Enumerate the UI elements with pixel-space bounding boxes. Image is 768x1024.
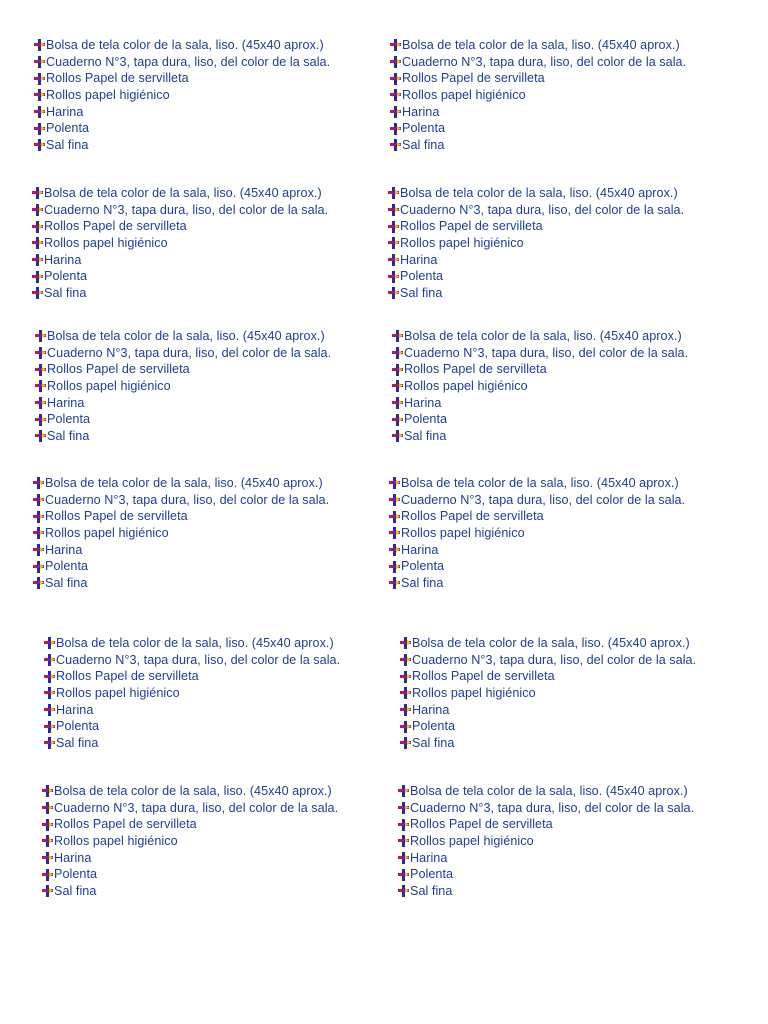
list-item: [388, 252, 684, 269]
list-item-text: Cuaderno N°3, tapa dura, liso, del color de la sala.: [410, 800, 695, 815]
list-item: [34, 37, 330, 54]
list-item: [34, 137, 330, 154]
list-item-text: Polenta: [45, 559, 89, 574]
list-item: [388, 185, 684, 202]
list-item-text: Sal fina: [46, 138, 89, 153]
list-item: [34, 54, 330, 71]
arrow-bullet-icon: [388, 187, 399, 199]
list-item-text: Sal fina: [44, 286, 87, 301]
arrow-bullet-icon: [389, 494, 400, 506]
list-item-text: Bolsa de tela color de la sala, liso. (45x40 aprox.): [404, 329, 682, 343]
list-item-text: Sal fina: [401, 576, 444, 591]
list-item: [42, 850, 338, 867]
list-item-text: Bolsa de tela color de la sala, liso. (45x40 aprox.): [401, 476, 679, 490]
list-item: [398, 816, 694, 833]
arrow-bullet-icon: [42, 852, 53, 864]
arrow-bullet-icon: [33, 511, 44, 523]
list-item-text: Bolsa de tela color de la sala, liso. (45x40 aprox.): [402, 38, 680, 52]
arrow-bullet-icon: [389, 477, 400, 489]
list-item: [32, 202, 328, 219]
arrow-bullet-icon: [400, 671, 411, 683]
list-item-text: Rollos papel higiénico: [46, 88, 170, 103]
arrow-bullet-icon: [42, 869, 53, 881]
list-item: [398, 866, 694, 883]
list-item: [400, 635, 696, 652]
list-item-text: Polenta: [46, 121, 90, 136]
list-item-text: Rollos papel higiénico: [412, 686, 536, 701]
arrow-bullet-icon: [44, 637, 55, 649]
arrow-bullet-icon: [388, 254, 399, 266]
list-item-text: Sal fina: [45, 576, 88, 591]
list-item-text: Rollos Papel de servilleta: [46, 71, 189, 86]
list-item-text: Polenta: [44, 269, 88, 284]
list-item: [400, 668, 696, 685]
list-item-text: Rollos Papel de servilleta: [402, 71, 545, 86]
arrow-bullet-icon: [389, 544, 400, 556]
list-item-text: Bolsa de tela color de la sala, liso. (45x40 aprox.): [400, 186, 678, 200]
shopping-list: [390, 37, 686, 154]
list-item: [32, 235, 328, 252]
list-item: [44, 635, 340, 652]
list-item: [42, 816, 338, 833]
arrow-bullet-icon: [42, 802, 53, 814]
arrow-bullet-icon: [42, 835, 53, 847]
arrow-bullet-icon: [35, 414, 46, 426]
list-item: [398, 883, 694, 900]
list-item-text: Bolsa de tela color de la sala, liso. (45x40 aprox.): [45, 476, 323, 490]
list-item-text: Cuaderno N°3, tapa dura, liso, del color de la sala.: [412, 652, 697, 667]
list-item-text: Rollos Papel de servilleta: [56, 669, 199, 684]
list-item: [388, 202, 684, 219]
list-item: [33, 575, 329, 592]
arrow-bullet-icon: [390, 56, 401, 68]
list-item-text: Rollos papel higiénico: [401, 526, 525, 541]
list-item: [390, 37, 686, 54]
list-item: [42, 783, 338, 800]
list-item: [398, 833, 694, 850]
list-item: [400, 685, 696, 702]
list-item: [388, 268, 684, 285]
list-item-text: Harina: [400, 252, 438, 267]
list-item: [44, 685, 340, 702]
list-item: [388, 285, 684, 302]
arrow-bullet-icon: [398, 852, 409, 864]
list-item: [42, 866, 338, 883]
shopping-list: [388, 185, 684, 302]
arrow-bullet-icon: [390, 123, 401, 135]
list-item-text: Polenta: [401, 559, 445, 574]
list-item-text: Polenta: [400, 269, 444, 284]
list-item-text: Rollos papel higiénico: [56, 686, 180, 701]
list-item: [32, 285, 328, 302]
shopping-list: [32, 185, 328, 302]
list-item-text: Polenta: [410, 867, 454, 882]
list-item: [32, 268, 328, 285]
arrow-bullet-icon: [390, 89, 401, 101]
list-item-text: Polenta: [402, 121, 446, 136]
arrow-bullet-icon: [388, 221, 399, 233]
list-item: [392, 345, 688, 362]
list-item-text: Cuaderno N°3, tapa dura, liso, del color de la sala.: [400, 202, 685, 217]
arrow-bullet-icon: [392, 430, 403, 442]
list-item-text: Rollos papel higiénico: [44, 236, 168, 251]
list-item: [44, 652, 340, 669]
list-item: [33, 475, 329, 492]
list-item-text: Sal fina: [410, 884, 453, 899]
list-item: [32, 252, 328, 269]
arrow-bullet-icon: [32, 237, 43, 249]
list-item: [42, 883, 338, 900]
list-item: [35, 361, 331, 378]
list-item: [398, 783, 694, 800]
arrow-bullet-icon: [392, 347, 403, 359]
arrow-bullet-icon: [390, 106, 401, 118]
list-item: [44, 735, 340, 752]
list-item-text: Harina: [401, 542, 439, 557]
arrow-bullet-icon: [34, 139, 45, 151]
arrow-bullet-icon: [400, 637, 411, 649]
list-item: [400, 718, 696, 735]
list-item: [390, 104, 686, 121]
shopping-list: [398, 783, 694, 900]
arrow-bullet-icon: [388, 237, 399, 249]
list-item-text: Rollos papel higiénico: [47, 379, 171, 394]
list-item-text: Cuaderno N°3, tapa dura, liso, del color de la sala.: [404, 345, 689, 360]
list-item-text: Rollos Papel de servilleta: [410, 817, 553, 832]
shopping-list: [400, 635, 696, 752]
shopping-list: [33, 475, 329, 592]
list-item: [32, 185, 328, 202]
list-item: [388, 218, 684, 235]
arrow-bullet-icon: [35, 397, 46, 409]
shopping-list: [35, 328, 331, 445]
list-item-text: Harina: [412, 702, 450, 717]
arrow-bullet-icon: [32, 254, 43, 266]
arrow-bullet-icon: [33, 544, 44, 556]
list-item-text: Sal fina: [400, 286, 443, 301]
list-item: [389, 475, 685, 492]
arrow-bullet-icon: [44, 671, 55, 683]
arrow-bullet-icon: [392, 330, 403, 342]
list-item-text: Rollos Papel de servilleta: [47, 362, 190, 377]
arrow-bullet-icon: [398, 885, 409, 897]
list-item: [392, 395, 688, 412]
list-item: [389, 492, 685, 509]
shopping-list: [42, 783, 338, 900]
list-item: [33, 542, 329, 559]
shopping-list: [392, 328, 688, 445]
list-item-text: Rollos Papel de servilleta: [54, 817, 197, 832]
list-item-text: Cuaderno N°3, tapa dura, liso, del color de la sala.: [54, 800, 339, 815]
arrow-bullet-icon: [398, 835, 409, 847]
list-item-text: Sal fina: [54, 884, 97, 899]
list-item-text: Rollos papel higiénico: [410, 834, 534, 849]
list-item: [390, 70, 686, 87]
arrow-bullet-icon: [389, 577, 400, 589]
arrow-bullet-icon: [400, 687, 411, 699]
list-item-text: Cuaderno N°3, tapa dura, liso, del color de la sala.: [46, 54, 331, 69]
list-item-text: Harina: [410, 850, 448, 865]
list-item-text: Polenta: [412, 719, 456, 734]
arrow-bullet-icon: [389, 561, 400, 573]
list-item: [390, 87, 686, 104]
arrow-bullet-icon: [44, 687, 55, 699]
list-item: [32, 218, 328, 235]
arrow-bullet-icon: [35, 347, 46, 359]
list-item-text: Cuaderno N°3, tapa dura, liso, del color de la sala.: [56, 652, 341, 667]
list-item: [33, 508, 329, 525]
arrow-bullet-icon: [35, 364, 46, 376]
list-item: [392, 378, 688, 395]
arrow-bullet-icon: [400, 737, 411, 749]
list-item: [390, 137, 686, 154]
arrow-bullet-icon: [400, 654, 411, 666]
list-item: [389, 575, 685, 592]
arrow-bullet-icon: [42, 785, 53, 797]
arrow-bullet-icon: [32, 287, 43, 299]
list-item: [33, 525, 329, 542]
list-item-text: Harina: [45, 542, 83, 557]
list-item-text: Rollos Papel de servilleta: [412, 669, 555, 684]
list-item-text: Rollos Papel de servilleta: [400, 219, 543, 234]
list-item: [392, 361, 688, 378]
arrow-bullet-icon: [33, 527, 44, 539]
arrow-bullet-icon: [398, 869, 409, 881]
list-item-text: Harina: [402, 104, 440, 119]
list-item: [389, 542, 685, 559]
arrow-bullet-icon: [400, 721, 411, 733]
arrow-bullet-icon: [392, 414, 403, 426]
arrow-bullet-icon: [34, 123, 45, 135]
arrow-bullet-icon: [33, 477, 44, 489]
arrow-bullet-icon: [32, 187, 43, 199]
shopping-list: [34, 37, 330, 154]
list-item-text: Harina: [404, 395, 442, 410]
arrow-bullet-icon: [32, 271, 43, 283]
arrow-bullet-icon: [392, 364, 403, 376]
list-item-text: Rollos papel higiénico: [54, 834, 178, 849]
list-item: [42, 833, 338, 850]
arrow-bullet-icon: [389, 511, 400, 523]
list-item-text: Sal fina: [56, 736, 99, 751]
list-item: [400, 735, 696, 752]
list-item-text: Harina: [46, 104, 84, 119]
list-item-text: Cuaderno N°3, tapa dura, liso, del color de la sala.: [402, 54, 687, 69]
list-item: [392, 428, 688, 445]
list-item: [44, 718, 340, 735]
shopping-list: [44, 635, 340, 752]
list-item: [389, 525, 685, 542]
arrow-bullet-icon: [34, 106, 45, 118]
list-item: [398, 800, 694, 817]
arrow-bullet-icon: [398, 802, 409, 814]
arrow-bullet-icon: [35, 380, 46, 392]
arrow-bullet-icon: [32, 221, 43, 233]
list-item: [398, 850, 694, 867]
arrow-bullet-icon: [34, 73, 45, 85]
list-item-text: Polenta: [54, 867, 98, 882]
list-item-text: Cuaderno N°3, tapa dura, liso, del color de la sala.: [45, 492, 330, 507]
arrow-bullet-icon: [33, 577, 44, 589]
list-item: [388, 235, 684, 252]
list-item-text: Polenta: [56, 719, 100, 734]
list-item-text: Sal fina: [402, 138, 445, 153]
list-item: [35, 428, 331, 445]
arrow-bullet-icon: [33, 494, 44, 506]
list-item: [33, 492, 329, 509]
list-item-text: Harina: [56, 702, 94, 717]
list-item-text: Polenta: [404, 412, 448, 427]
arrow-bullet-icon: [388, 204, 399, 216]
list-item: [44, 668, 340, 685]
list-item-text: Rollos Papel de servilleta: [45, 509, 188, 524]
list-item-text: Harina: [47, 395, 85, 410]
list-item: [390, 120, 686, 137]
arrow-bullet-icon: [34, 39, 45, 51]
list-item: [392, 411, 688, 428]
arrow-bullet-icon: [392, 380, 403, 392]
list-item-text: Rollos Papel de servilleta: [44, 219, 187, 234]
list-item: [35, 411, 331, 428]
arrow-bullet-icon: [42, 885, 53, 897]
list-item-text: Bolsa de tela color de la sala, liso. (45x40 aprox.): [54, 784, 332, 798]
arrow-bullet-icon: [32, 204, 43, 216]
list-item-text: Cuaderno N°3, tapa dura, liso, del color de la sala.: [44, 202, 329, 217]
list-item: [400, 652, 696, 669]
list-item: [34, 70, 330, 87]
arrow-bullet-icon: [44, 654, 55, 666]
list-item-text: Harina: [44, 252, 82, 267]
list-item: [35, 345, 331, 362]
list-item-text: Bolsa de tela color de la sala, liso. (45x40 aprox.): [56, 636, 334, 650]
list-item: [34, 87, 330, 104]
list-item: [392, 328, 688, 345]
list-item: [34, 120, 330, 137]
arrow-bullet-icon: [389, 527, 400, 539]
arrow-bullet-icon: [44, 737, 55, 749]
arrow-bullet-icon: [34, 89, 45, 101]
arrow-bullet-icon: [398, 785, 409, 797]
list-item-text: Bolsa de tela color de la sala, liso. (45x40 aprox.): [46, 38, 324, 52]
arrow-bullet-icon: [34, 56, 45, 68]
list-item: [400, 702, 696, 719]
arrow-bullet-icon: [388, 271, 399, 283]
arrow-bullet-icon: [390, 139, 401, 151]
list-item: [390, 54, 686, 71]
list-item-text: Cuaderno N°3, tapa dura, liso, del color de la sala.: [47, 345, 332, 360]
list-item-text: Rollos Papel de servilleta: [401, 509, 544, 524]
arrow-bullet-icon: [33, 561, 44, 573]
list-item: [42, 800, 338, 817]
list-item-text: Bolsa de tela color de la sala, liso. (45x40 aprox.): [44, 186, 322, 200]
list-item-text: Harina: [54, 850, 92, 865]
list-item: [33, 558, 329, 575]
arrow-bullet-icon: [398, 819, 409, 831]
list-item-text: Bolsa de tela color de la sala, liso. (45x40 aprox.): [412, 636, 690, 650]
list-item-text: Rollos papel higiénico: [402, 88, 526, 103]
arrow-bullet-icon: [35, 330, 46, 342]
list-item-text: Cuaderno N°3, tapa dura, liso, del color de la sala.: [401, 492, 686, 507]
arrow-bullet-icon: [392, 397, 403, 409]
arrow-bullet-icon: [390, 39, 401, 51]
list-item: [35, 395, 331, 412]
arrow-bullet-icon: [44, 721, 55, 733]
arrow-bullet-icon: [390, 73, 401, 85]
list-item: [44, 702, 340, 719]
list-item-text: Rollos papel higiénico: [45, 526, 169, 541]
list-item: [34, 104, 330, 121]
arrow-bullet-icon: [44, 704, 55, 716]
list-item-text: Bolsa de tela color de la sala, liso. (45x40 aprox.): [410, 784, 688, 798]
arrow-bullet-icon: [35, 430, 46, 442]
list-item: [389, 558, 685, 575]
arrow-bullet-icon: [42, 819, 53, 831]
arrow-bullet-icon: [388, 287, 399, 299]
list-item: [35, 378, 331, 395]
list-item-text: Sal fina: [47, 429, 90, 444]
list-item-text: Sal fina: [412, 736, 455, 751]
list-item-text: Rollos Papel de servilleta: [404, 362, 547, 377]
list-item-text: Polenta: [47, 412, 91, 427]
arrow-bullet-icon: [400, 704, 411, 716]
list-item: [389, 508, 685, 525]
list-item-text: Rollos papel higiénico: [404, 379, 528, 394]
list-item-text: Sal fina: [404, 429, 447, 444]
shopping-list: [389, 475, 685, 592]
list-item-text: Rollos papel higiénico: [400, 236, 524, 251]
list-item-text: Bolsa de tela color de la sala, liso. (45x40 aprox.): [47, 329, 325, 343]
list-item: [35, 328, 331, 345]
